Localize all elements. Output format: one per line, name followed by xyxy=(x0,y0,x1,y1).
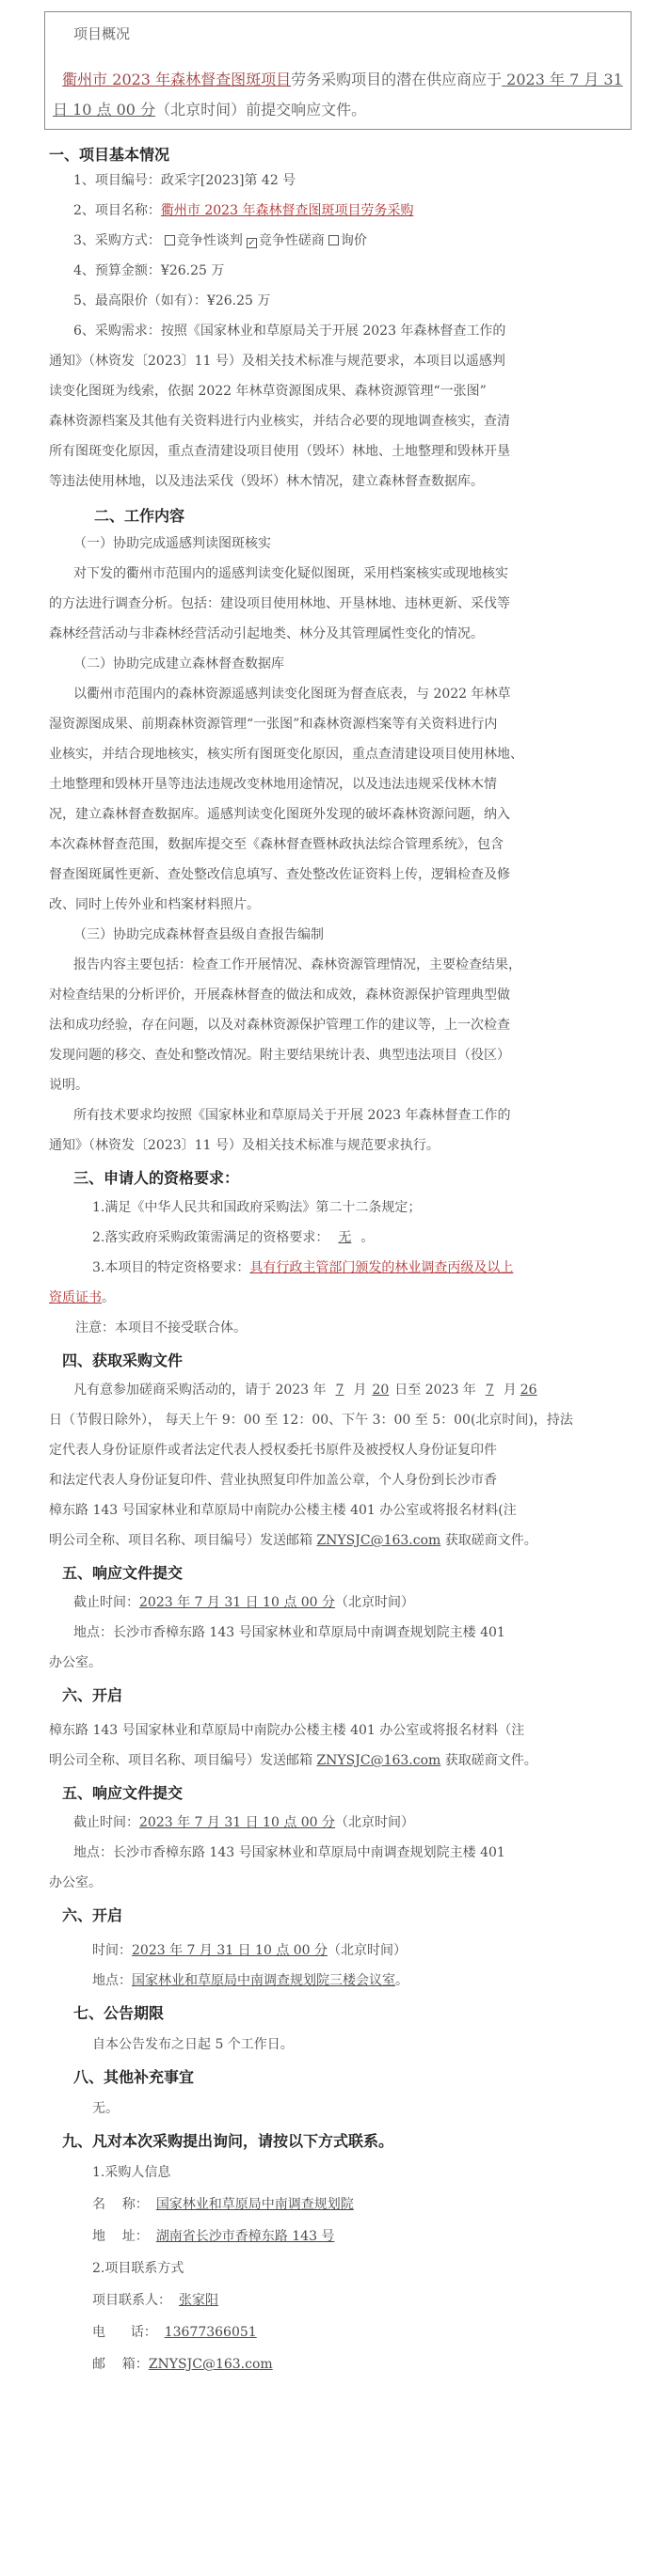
other-matters: 无。 xyxy=(92,2101,119,2116)
section6-heading-dup: 六、开启 xyxy=(62,1686,123,1704)
section4-heading: 四、获取采购文件 xyxy=(62,1351,184,1369)
announcement-period: 自本公告发布之日起 5 个工作日。 xyxy=(92,2037,294,2052)
project-contact-phone: 电 话： 13677366051 xyxy=(92,2325,257,2340)
section8-heading: 八、其他补充事宜 xyxy=(73,2068,195,2086)
item-procurement-method: 3、采购方式： 竞争性谈判 ✓ 竞争性磋商 询价 xyxy=(73,233,367,248)
section6-heading: 六、开启 xyxy=(62,1906,123,1924)
overview-project-name: 衢州市 2023 年森林督查图斑项目 xyxy=(62,71,292,88)
item-requirements: 6、采购需求：按照《国家林业和草原局关于开展 2023 年森林督查工作的 xyxy=(73,324,506,339)
item-project-name: 2、项目名称：衢州市 2023 年森林督查图斑项目劳务采购 xyxy=(73,203,414,218)
project-contact-person: 项目联系人： 张家阳 xyxy=(92,2293,218,2308)
item-budget: 4、预算金额：¥26.25 万 xyxy=(73,263,225,278)
subsection-verify: （一）协助完成遥感判读图斑核实 xyxy=(73,536,271,551)
contact-email-link[interactable]: ZNYSJC@163.com xyxy=(148,2357,273,2372)
section3-heading: 三、申请人的资格要求： xyxy=(73,1169,240,1187)
consortium-note: 注意：本项目不接受联合体。 xyxy=(75,1320,247,1335)
purchaser-address: 地 址： 湖南省长沙市香樟东路 143 号 xyxy=(92,2229,335,2244)
item-project-code: 1、项目编号：政采字[2023]第 42 号 xyxy=(73,173,296,188)
email-link-dup[interactable]: ZNYSJC@163.com xyxy=(316,1753,441,1768)
subsection-report: （三）协助完成森林督查县级自查报告编制 xyxy=(73,927,324,942)
section7-heading: 七、公告期限 xyxy=(73,2004,165,2022)
purchaser-info-title: 1.采购人信息 xyxy=(92,2165,171,2180)
overview-title: 项目概况 xyxy=(73,25,131,42)
checkbox-negotiation xyxy=(165,235,175,245)
section5-heading-dup: 五、响应文件提交 xyxy=(62,1784,184,1802)
requirement-1: 1.满足《中华人民共和国政府采购法》第二十二条规定； xyxy=(92,1200,422,1215)
section2-heading: 二、工作内容 xyxy=(94,507,185,525)
item-max-price: 5、最高限价（如有）：¥26.25 万 xyxy=(73,293,271,308)
overview-text: 衢州市 2023 年森林督查图斑项目劳务采购项目的潜在供应商应于 2023 年 7 月 31 日 10 点 00 分（北京时间）前提交响应文件。 xyxy=(53,71,623,119)
requirement-2: 2.落实政府采购政策需满足的资格要求： 无 。 xyxy=(92,1230,375,1245)
purchaser-name: 名 称： 国家林业和草原局中南调查规划院 xyxy=(92,2197,354,2212)
subsection-database: （二）协助完成建立森林督查数据库 xyxy=(73,656,284,672)
checkbox-consultation: ✓ xyxy=(248,238,256,248)
checkbox-inquiry xyxy=(328,235,339,245)
section9-heading: 九、凡对本次采购提出询问，请按以下方式联系。 xyxy=(62,2132,394,2150)
section5-heading: 五、响应文件提交 xyxy=(62,1564,184,1582)
section1-heading: 一、项目基本情况 xyxy=(49,146,170,164)
overview-box xyxy=(44,11,632,130)
project-contact-email: 邮 箱：ZNYSJC@163.com xyxy=(92,2357,273,2372)
project-contact-title: 2.项目联系方式 xyxy=(92,2261,184,2276)
opening-time: 时间：2023 年 7 月 31 日 10 点 00 分（北京时间） xyxy=(92,1943,408,1958)
email-link[interactable]: ZNYSJC@163.com xyxy=(316,1533,441,1548)
acquire-dates: 凡有意参加磋商采购活动的，请于 2023 年 7 月 20 日至 2023 年 7 月 26 xyxy=(73,1383,537,1398)
opening-place: 地点：国家林业和草原局中南调查规划院三楼会议室。 xyxy=(92,1973,408,1988)
requirement-3: 3.本项目的特定资格要求：具有行政主管部门颁发的林业调查丙级及以上 xyxy=(92,1260,514,1275)
submission-deadline: 截止时间：2023 年 7 月 31 日 10 点 00 分（北京时间） xyxy=(73,1595,415,1610)
submission-place: 地点：长沙市香樟东路 143 号国家林业和草原局中南调查规划院主楼 401 xyxy=(73,1625,505,1640)
overview-deadline: 2023 年 7 月 31 日 10 点 00 分 xyxy=(53,71,623,119)
